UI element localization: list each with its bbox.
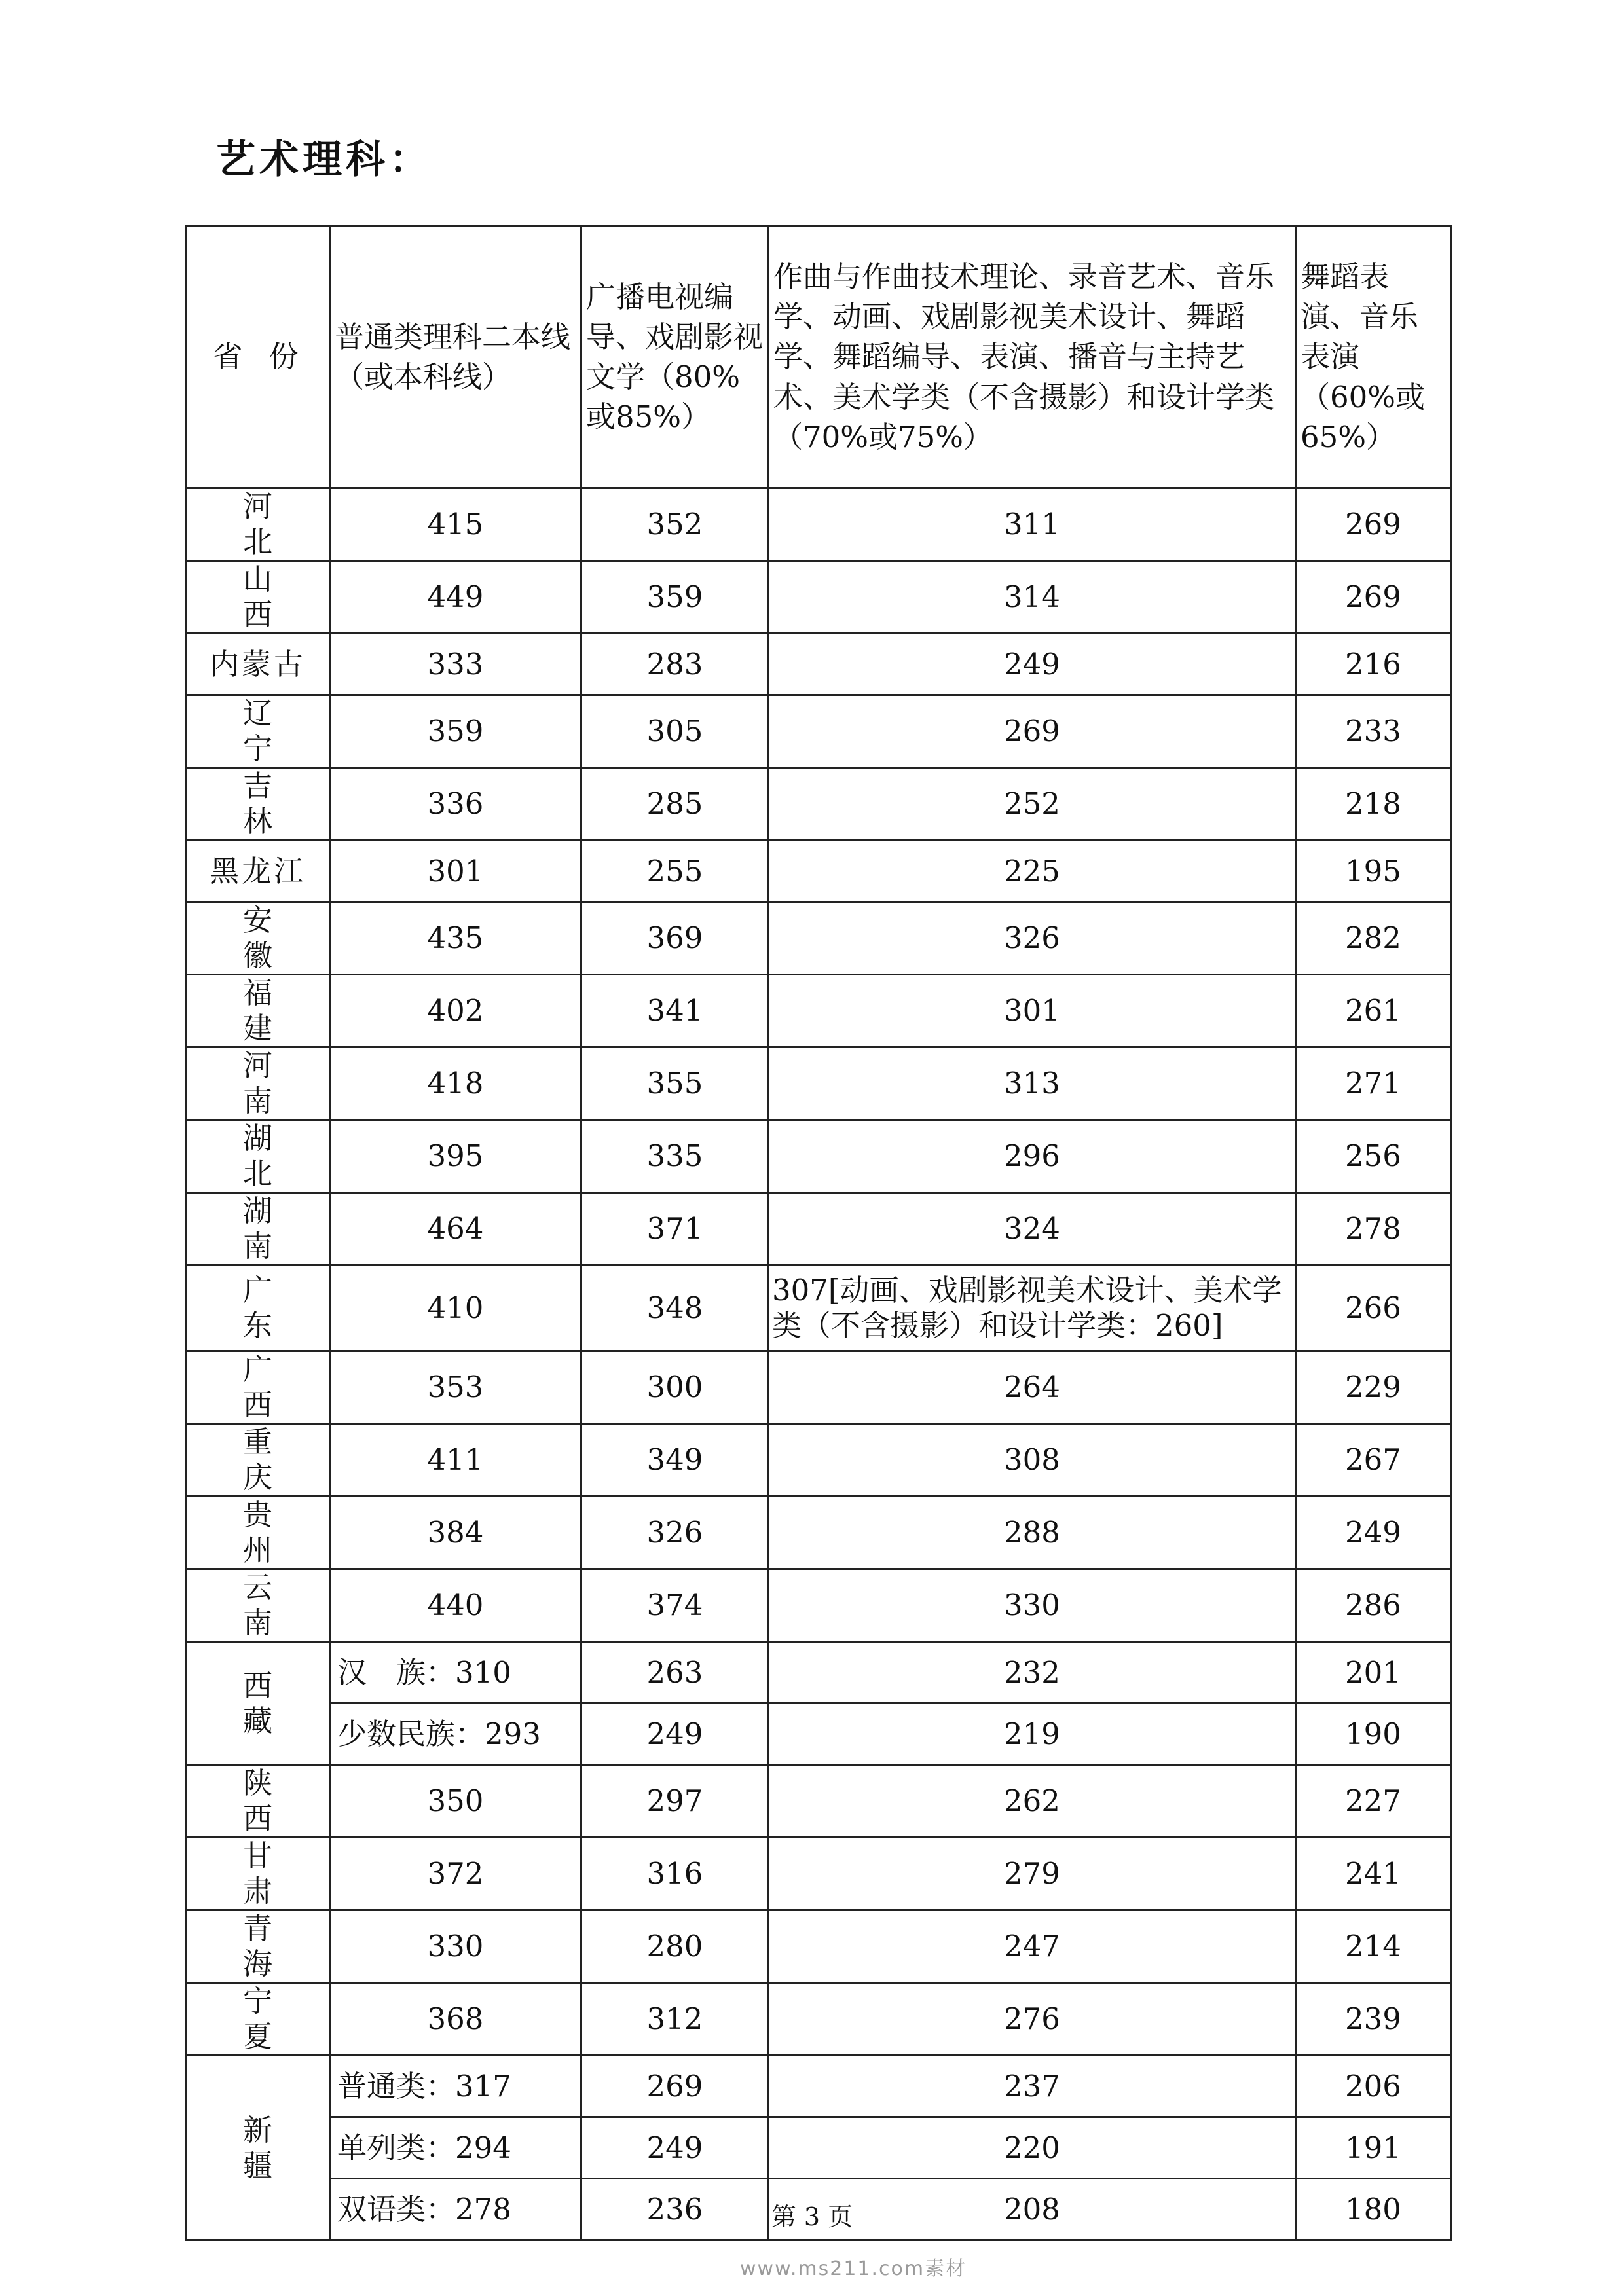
table-row bbox=[186, 975, 1451, 1048]
table-row bbox=[186, 768, 1451, 841]
value-cell-col4: 190 bbox=[1296, 1704, 1451, 1765]
province-cell: 湖北 bbox=[186, 1120, 330, 1193]
value-cell-col4: 191 bbox=[1296, 2117, 1451, 2179]
value-cell-col3: 279 bbox=[769, 1838, 1296, 1910]
value-cell-col4: 241 bbox=[1296, 1838, 1451, 1910]
value-cell-col4: 233 bbox=[1296, 695, 1451, 768]
value-cell-col3: 308 bbox=[769, 1424, 1296, 1497]
value-cell-col1: 双语类：278 bbox=[330, 2179, 581, 2240]
value-cell-col2: 355 bbox=[581, 1048, 769, 1120]
table-row bbox=[186, 1983, 1451, 2056]
value-cell-col1: 395 bbox=[330, 1120, 581, 1193]
value-cell-col4: 216 bbox=[1296, 634, 1451, 695]
value-cell-col2: 359 bbox=[581, 561, 769, 634]
value-cell-col3: 311 bbox=[769, 488, 1296, 561]
page-title: 艺术理科： bbox=[216, 137, 432, 183]
value-cell-col3: 324 bbox=[769, 1193, 1296, 1266]
value-cell-col1: 301 bbox=[330, 841, 581, 902]
value-cell-col1: 333 bbox=[330, 634, 581, 695]
value-cell-col2: 312 bbox=[581, 1983, 769, 2056]
value-cell-col2: 352 bbox=[581, 488, 769, 561]
value-cell-col2: 297 bbox=[581, 1765, 769, 1838]
value-cell-col2: 305 bbox=[581, 695, 769, 768]
value-cell-col3: 220 bbox=[769, 2117, 1296, 2179]
province-cell: 云南 bbox=[186, 1569, 330, 1642]
value-cell-col3: 288 bbox=[769, 1497, 1296, 1569]
province-cell: 山西 bbox=[186, 561, 330, 634]
value-cell-col4: 239 bbox=[1296, 1983, 1451, 2056]
value-cell-col1: 418 bbox=[330, 1048, 581, 1120]
value-cell-col2: 255 bbox=[581, 841, 769, 902]
value-cell-col3: 296 bbox=[769, 1120, 1296, 1193]
province-cell: 河南 bbox=[186, 1048, 330, 1120]
value-cell-col2: 269 bbox=[581, 2056, 769, 2117]
table-row bbox=[186, 1120, 1451, 1193]
value-cell-col2: 283 bbox=[581, 634, 769, 695]
value-cell-col1: 411 bbox=[330, 1424, 581, 1497]
value-cell-col1: 336 bbox=[330, 768, 581, 841]
value-cell-col3: 330 bbox=[769, 1569, 1296, 1642]
value-cell-col1: 368 bbox=[330, 1983, 581, 2056]
province-cell: 青海 bbox=[186, 1910, 330, 1983]
header-province: 省份 bbox=[186, 226, 330, 488]
value-cell-col4: 266 bbox=[1296, 1266, 1451, 1351]
value-cell-col3: 326 bbox=[769, 902, 1296, 975]
table-row bbox=[186, 1765, 1451, 1838]
table-row bbox=[186, 841, 1451, 902]
province-cell: 内蒙古 bbox=[186, 634, 330, 695]
value-cell-col2: 249 bbox=[581, 2117, 769, 2179]
table-row bbox=[186, 561, 1451, 634]
value-cell-col2: 369 bbox=[581, 902, 769, 975]
value-cell-col3: 247 bbox=[769, 1910, 1296, 1983]
value-cell-col4: 201 bbox=[1296, 1642, 1451, 1704]
page-number: 第 3 页 bbox=[771, 2202, 853, 2231]
table-row bbox=[186, 902, 1451, 975]
value-cell-col4: 261 bbox=[1296, 975, 1451, 1048]
table-row bbox=[186, 1424, 1451, 1497]
value-cell-col1: 449 bbox=[330, 561, 581, 634]
province-cell: 西藏 bbox=[186, 1642, 330, 1765]
value-cell-col1: 435 bbox=[330, 902, 581, 975]
value-cell-col2: 349 bbox=[581, 1424, 769, 1497]
value-cell-col2: 249 bbox=[581, 1704, 769, 1765]
table-row bbox=[186, 695, 1451, 768]
value-cell-col4: 271 bbox=[1296, 1048, 1451, 1120]
table-row bbox=[186, 1193, 1451, 1266]
value-cell-col1: 372 bbox=[330, 1838, 581, 1910]
table-row bbox=[186, 1642, 1451, 1704]
province-cell: 河北 bbox=[186, 488, 330, 561]
value-cell-col3: 252 bbox=[769, 768, 1296, 841]
value-cell-col2: 374 bbox=[581, 1569, 769, 1642]
value-cell-col3: 232 bbox=[769, 1642, 1296, 1704]
value-cell-col1: 359 bbox=[330, 695, 581, 768]
value-cell-col1: 汉 族：310 bbox=[330, 1642, 581, 1704]
value-cell-col4: 214 bbox=[1296, 1910, 1451, 1983]
value-cell-col1: 384 bbox=[330, 1497, 581, 1569]
table-row bbox=[186, 488, 1451, 561]
value-cell-col2: 348 bbox=[581, 1266, 769, 1351]
value-cell-col2: 371 bbox=[581, 1193, 769, 1266]
watermark: www.ms211.com素材 bbox=[740, 2257, 967, 2280]
value-cell-col4: 227 bbox=[1296, 1765, 1451, 1838]
province-cell: 广西 bbox=[186, 1351, 330, 1424]
province-cell: 甘肃 bbox=[186, 1838, 330, 1910]
province-cell: 贵州 bbox=[186, 1497, 330, 1569]
value-cell-col1: 少数民族：293 bbox=[330, 1704, 581, 1765]
value-cell-col1: 410 bbox=[330, 1266, 581, 1351]
score-table bbox=[185, 225, 1452, 2241]
province-cell: 湖南 bbox=[186, 1193, 330, 1266]
province-cell: 陕西 bbox=[186, 1765, 330, 1838]
value-cell-col2: 285 bbox=[581, 768, 769, 841]
province-cell: 安徽 bbox=[186, 902, 330, 975]
value-cell-col3: 264 bbox=[769, 1351, 1296, 1424]
table-row bbox=[186, 1351, 1451, 1424]
value-cell-col3: 307[动画、戏剧影视美术设计、美术学类（不含摄影）和设计学类：260] bbox=[769, 1266, 1296, 1351]
value-cell-col3: 237 bbox=[769, 2056, 1296, 2117]
value-cell-col4: 269 bbox=[1296, 488, 1451, 561]
province-cell: 福建 bbox=[186, 975, 330, 1048]
value-cell-col2: 236 bbox=[581, 2179, 769, 2240]
value-cell-col3: 276 bbox=[769, 1983, 1296, 2056]
value-cell-col2: 316 bbox=[581, 1838, 769, 1910]
province-cell: 广东 bbox=[186, 1266, 330, 1351]
value-cell-col1: 415 bbox=[330, 488, 581, 561]
value-cell-col1: 单列类：294 bbox=[330, 2117, 581, 2179]
value-cell-col4: 267 bbox=[1296, 1424, 1451, 1497]
table-row bbox=[186, 2056, 1451, 2117]
province-cell: 辽宁 bbox=[186, 695, 330, 768]
table-row bbox=[186, 1704, 1451, 1765]
value-cell-col4: 278 bbox=[1296, 1193, 1451, 1266]
header-col3: 作曲与作曲技术理论、录音艺术、音乐学、动画、戏剧影视美术设计、舞蹈学、舞蹈编导、表演、播音与主持艺术、美术学类（不含摄影）和设计学类（70%或75%） bbox=[769, 226, 1296, 488]
value-cell-col1: 464 bbox=[330, 1193, 581, 1266]
table-row bbox=[186, 634, 1451, 695]
value-cell-col2: 300 bbox=[581, 1351, 769, 1424]
province-cell: 新疆 bbox=[186, 2056, 330, 2240]
header-col2: 广播电视编导、戏剧影视文学（80%或85%） bbox=[581, 226, 769, 488]
table-row bbox=[186, 1497, 1451, 1569]
value-cell-col3: 301 bbox=[769, 975, 1296, 1048]
value-cell-col4: 256 bbox=[1296, 1120, 1451, 1193]
province-cell: 吉林 bbox=[186, 768, 330, 841]
value-cell-col1: 普通类：317 bbox=[330, 2056, 581, 2117]
value-cell-col3: 269 bbox=[769, 695, 1296, 768]
value-cell-col4: 180 bbox=[1296, 2179, 1451, 2240]
value-cell-col4: 286 bbox=[1296, 1569, 1451, 1642]
value-cell-col2: 263 bbox=[581, 1642, 769, 1704]
value-cell-col1: 350 bbox=[330, 1765, 581, 1838]
value-cell-col3: 219 bbox=[769, 1704, 1296, 1765]
value-cell-col3: 262 bbox=[769, 1765, 1296, 1838]
header-col4: 舞蹈表演、音乐表演（60%或65%） bbox=[1296, 226, 1451, 488]
value-cell-col4: 282 bbox=[1296, 902, 1451, 975]
value-cell-col2: 280 bbox=[581, 1910, 769, 1983]
value-cell-col3: 313 bbox=[769, 1048, 1296, 1120]
table-header-row bbox=[186, 226, 1451, 488]
value-cell-col4: 206 bbox=[1296, 2056, 1451, 2117]
header-col1: 普通类理科二本线（或本科线） bbox=[330, 226, 581, 488]
table-row bbox=[186, 1048, 1451, 1120]
value-cell-col1: 402 bbox=[330, 975, 581, 1048]
value-cell-col3: 208 bbox=[769, 2179, 1296, 2240]
value-cell-col1: 353 bbox=[330, 1351, 581, 1424]
value-cell-col4: 229 bbox=[1296, 1351, 1451, 1424]
value-cell-col4: 218 bbox=[1296, 768, 1451, 841]
province-cell: 重庆 bbox=[186, 1424, 330, 1497]
value-cell-col1: 330 bbox=[330, 1910, 581, 1983]
value-cell-col2: 341 bbox=[581, 975, 769, 1048]
value-cell-col3: 314 bbox=[769, 561, 1296, 634]
value-cell-col1: 440 bbox=[330, 1569, 581, 1642]
table-row bbox=[186, 1838, 1451, 1910]
province-cell: 宁夏 bbox=[186, 1983, 330, 2056]
value-cell-col4: 249 bbox=[1296, 1497, 1451, 1569]
value-cell-col3: 225 bbox=[769, 841, 1296, 902]
table-row bbox=[186, 1569, 1451, 1642]
value-cell-col4: 195 bbox=[1296, 841, 1451, 902]
table-row bbox=[186, 1910, 1451, 1983]
value-cell-col2: 326 bbox=[581, 1497, 769, 1569]
value-cell-col3: 249 bbox=[769, 634, 1296, 695]
province-cell: 黑龙江 bbox=[186, 841, 330, 902]
table-row bbox=[186, 2117, 1451, 2179]
value-cell-col2: 335 bbox=[581, 1120, 769, 1193]
value-cell-col4: 269 bbox=[1296, 561, 1451, 634]
table-row bbox=[186, 1266, 1451, 1351]
